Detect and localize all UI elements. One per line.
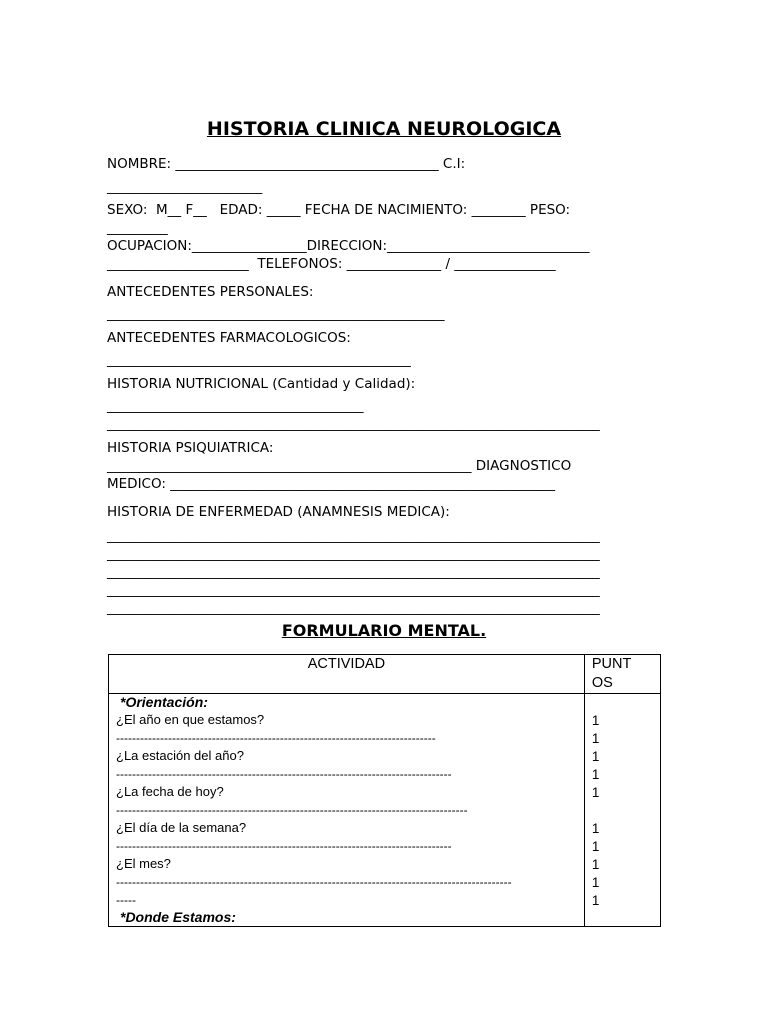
point-value: 1 — [591, 857, 600, 872]
question-fecha: ¿La fecha de hoy? — [116, 784, 224, 799]
nombre-line: NOMBRE: _______________________________________ C.I: — [107, 156, 466, 172]
dash-line: ------------------------------------------------------------------------------------ — [116, 767, 452, 781]
historia-enfermedad-blank-1: _________________________________________________________________________ — [107, 528, 600, 544]
historia-nutricional-label: HISTORIA NUTRICIONAL (Cantidad y Calidad): — [107, 376, 416, 392]
header-actividad: ACTIVIDAD — [109, 655, 585, 694]
medico-line: MEDICO: _________________________________________________________ — [107, 476, 555, 492]
point-value: 1 — [591, 821, 600, 836]
dash-line: ------------------------------------------------------------------------------------ — [116, 839, 452, 853]
question-mes: ¿El mes? — [116, 856, 171, 871]
point-value: 1 — [591, 731, 600, 746]
peso-line: _________ — [107, 220, 168, 236]
point-value: 1 — [591, 749, 600, 764]
dash-line: -------------------------------------------------------------------------------- — [116, 731, 436, 745]
diagnostico-line: ______________________________________________________ DIAGNOSTICO — [107, 458, 572, 474]
question-ano: ¿El año en que estamos? — [116, 712, 265, 727]
ocupacion-line: OCUPACION:_________________DIRECCION:______________________________ — [107, 238, 590, 254]
point-value: 1 — [591, 875, 600, 890]
question-estacion: ¿La estación del año? — [116, 748, 244, 763]
historia-nutricional-blank-1: ______________________________________ — [107, 398, 364, 414]
historia-nutricional-blank-2: _________________________________________________________________________ — [107, 416, 600, 432]
antecedentes-personales-blank: __________________________________________________ — [107, 306, 445, 322]
historia-psiquiatrica-label: HISTORIA PSIQUIATRICA: — [107, 440, 274, 456]
question-dia-semana: ¿El día de la semana? — [116, 820, 247, 835]
antecedentes-farmacologicos-blank: _____________________________________________ — [107, 352, 411, 368]
header-puntos-line-1: PUNT — [591, 656, 632, 672]
historia-enfermedad-blank-3: _________________________________________________________________________ — [107, 564, 600, 580]
dash-line: ---------------------------------------------------------------------------------------- — [116, 803, 468, 817]
table-header-row — [109, 655, 661, 694]
ci-line: _______________________ — [107, 179, 263, 195]
formulario-mental-table — [108, 654, 661, 927]
formulario-mental-title: FORMULARIO MENTAL. — [281, 621, 487, 640]
subheading-donde-estamos: *Donde Estamos: — [120, 909, 236, 925]
dash-line: --------------------------------------------------------------------------------------------------- — [116, 875, 512, 889]
sexo-line: SEXO: M__ F__ EDAD: _____ FECHA DE NACIMIENTO: ________ PESO: — [107, 202, 571, 218]
subheading-orientacion: *Orientación: — [120, 694, 208, 710]
historia-enfermedad-blank-5: _________________________________________________________________________ — [107, 600, 600, 616]
document-title: HISTORIA CLINICA NEUROLOGICA — [206, 118, 562, 140]
antecedentes-personales-label: ANTECEDENTES PERSONALES: — [107, 284, 314, 300]
telefonos-line: _____________________ TELEFONOS: ______________ / _______________ — [107, 256, 556, 272]
actividad-cell — [109, 694, 585, 927]
antecedentes-farmacologicos-label: ANTECEDENTES FARMACOLOGICOS: — [107, 330, 351, 346]
table-body-row — [109, 694, 661, 927]
historia-enfermedad-blank-4: _________________________________________________________________________ — [107, 582, 600, 598]
point-value: 1 — [591, 893, 600, 908]
historia-enfermedad-label: HISTORIA DE ENFERMEDAD (ANAMNESIS MEDICA): — [107, 504, 450, 520]
point-value: 1 — [591, 767, 600, 782]
point-value: 1 — [591, 785, 600, 800]
puntos-cell — [584, 694, 660, 927]
header-puntos-line-2: OS — [591, 675, 613, 691]
point-value: 1 — [591, 713, 600, 728]
point-value: 1 — [591, 839, 600, 854]
dash-tail: ----- — [116, 893, 136, 907]
historia-enfermedad-blank-2: _________________________________________________________________________ — [107, 546, 600, 562]
header-puntos — [584, 655, 660, 694]
